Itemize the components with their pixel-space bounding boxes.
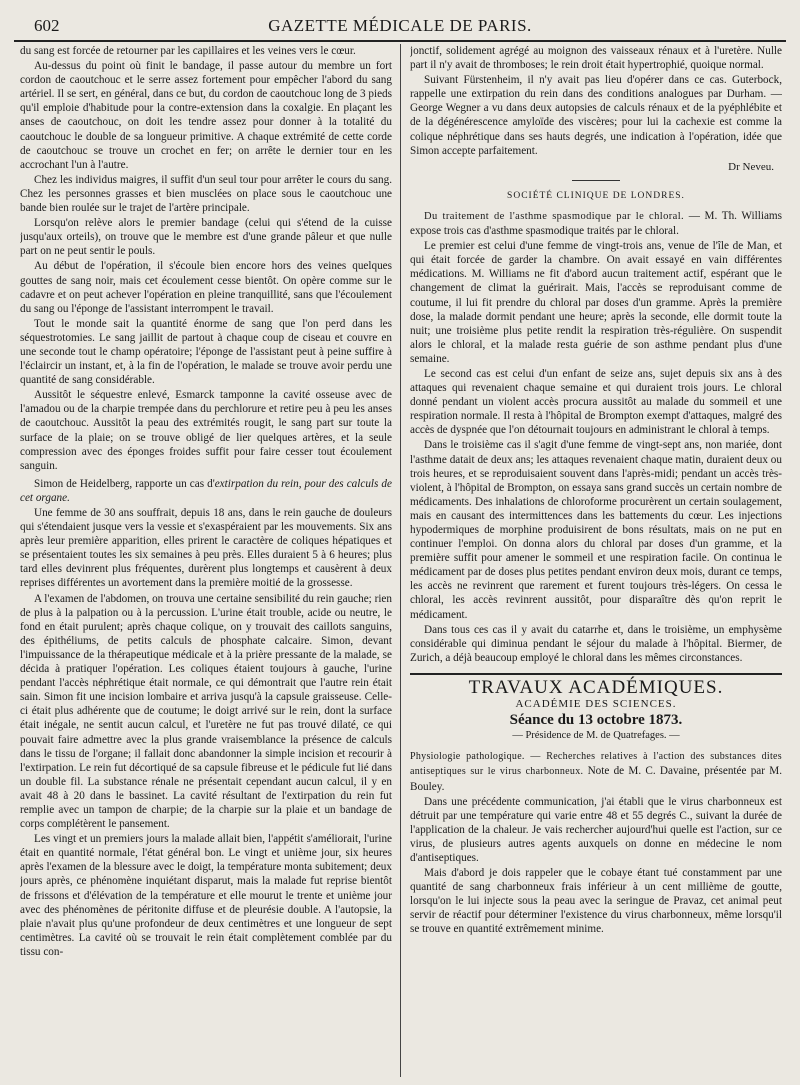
physio-heading: Physiologie pathologique. — Recherches relatives à l'action des substances dites antiseptiques sur le virus charbonneux. [410, 751, 782, 778]
paragraph: Le premier est celui d'une femme de vingt-trois ans, venue de l'île de Man, et qui était forcée de garder la chambre. On avait essayé en vain différentes médications. M. Williams ne fit d'abord aucun traitement actif, espérant que le changement de climat la guérirait. Mais, l'accès se reproduisant comme de coutume, il lui fit prendre du chloral par doses d'un gramme. Après la première dose, la malade dormit pendant une heure; après la seconde, elle dormit toute la nuit; une troisième plus petite rendit la respiration très-régulière. On suspendit alors le chloral, et la malade resta guérie de son asthme pendant plus d'une semaine. [410, 240, 782, 365]
section-separator [572, 180, 620, 181]
paragraph: Dans une précédente communication, j'ai établi que le virus charbonneux est détruit par une température qui varie entre 48 et 55 degrés C., suivant la durée de l'application de la chaleur. Je vais rechercher aujourd'hui quelle est l'action, sur ce virus, de plusieurs autres agents auxquels on donne en médecine le nom d'antiseptiques. [410, 795, 782, 864]
simon-intro-paragraph [20, 477, 392, 505]
simon-intro-italic: extirpation du rein, pour des calculs de cet organe. [20, 477, 392, 504]
paragraph: Aussitôt le séquestre enlevé, Esmarck tamponne la cavité osseuse avec de l'amadou ou de la charpie trempée dans du perchlorure et retire peu à peu les anses de caoutchouc. Aussitôt la peau des extrémités rougit, le sang part sur toute la surface de la plaie; on se trouve obligé de lier quelques artères, et la seule compression avec des éponges froides suffit pour faire cesser tout écoulement sanguin. [20, 389, 392, 472]
physio-note: Note de M. C. Davaine, présentée par M. Bouley. [410, 765, 782, 793]
paragraph: Une femme de 30 ans souffrait, depuis 18 ans, dans le rein gauche de douleurs qui s'étendaient jusque vers la vessie et s'exaspéraient par les mouvements. Six ans après leur première apparition, elles prirent le caractère de coliques hépatiques et se présentaient toutes les six semaines à peu près. Elles duraient 5 à 6 heures; plus tard elles devinrent plus fréquentes, durèrent plus longtemps et causèrent à deux reprises différentes un avortement dans la première moitié de la grossesse. [20, 507, 392, 590]
section-rule [410, 673, 782, 675]
section-heading-travaux: TRAVAUX ACADÉMIQUES. [468, 676, 724, 698]
paragraph: Suivant Fürstenheim, il n'y avait pas lieu d'opérer dans ce cas. Guterbock, rappelle une extirpation du rein dans des conditions analogues par Durham. — George Wegner a vu dans deux autopsies de calculs rénaux et de la pyéphlébite et de la dégénérescence amyloïde des viscères; pour lui la cachexie est comme la colique néphrétique dans ses hauts degrés, une indication à l'opération, idée que Simon accepte parfaitement. [410, 74, 782, 157]
author-signature: Dr Neveu. [728, 160, 774, 173]
physio-intro-paragraph [410, 749, 782, 793]
paragraph: Tout le monde sait la quantité énorme de sang que l'on perd dans les séquestrotomies. Le sang jaillit de partout à chaque coup de ciseau et couvre en une seconde tout le champ opératoire; l'éponge de l'assistant peut à peine suffire à l'éclaircir un instant, et, à la fin de l'opération, le malade se trouve avoir perdu une quantité de sang considérable. [20, 317, 392, 387]
section-title: SOCIÉTÉ CLINIQUE DE LONDRES. [507, 190, 685, 201]
presidence-line: — Présidence de M. de Quatrefages. — [512, 730, 680, 742]
left-column [20, 44, 392, 1077]
chloral-intro: — M. Th. Williams expose trois cas d'asthme spasmodique traités par le chloral. [410, 209, 782, 238]
paragraph: A l'examen de l'abdomen, on trouva une certaine sensibilité du rein gauche; rien de plus à la palpation ou à la percussion. L'urine était trouble, acide ou neutre, le fond en était purulent; après chaque colique, on y trouvait des caillots sanguins, des épithéliums, de petits calculs de phosphate calcaire. Simon, devant l'impuissance de la thérapeutique médicale et à la prière pressante de la malade, se décida à pratiquer l'opération. Les coliques étaient toujours à gauche, l'urine pendant l'accès néphrétique était normale, ce qui démontrait que l'autre rein était sain. Simon fit une incision lombaire et arriva jusqu'à la capsule graisseuse. Celle-ci était plus adhérente que de coutume; le doigt arrivé sur le rein, dont la surface était inégale, ne sentit aucun calcul, et l'uretère ne fut pas trouvé dilaté, ce qui pouvait faire admettre avec la plus grande vraisemblance la présence de calculs dans le tissu de l'organe; il fallait donc abandonner la simple incision et recourir à l'extirpation. Le rein fut décortiqué de sa capsule fibreuse et le pédicule fut lié dans un double fil. La substance rénale ne présentait cependant aucun calcul, il y en avait 48 à 20 dans le bassinet. La cavité résultant de l'extirpation du rein fut remplie avec un tampon de charpie; de la charpie sur la plaie et un bandage de corps complétèrent le pansement. [20, 592, 392, 831]
paragraph: Dans le troisième cas il s'agit d'une femme de vingt-sept ans, non mariée, dont l'asthme datait de deux ans; les attaques revenaient chaque matin, duraient deux ou trois heures, et se reproduisaient souvent dans l'après-midi; pendant un accès très-violent, à l'hôpital de Brompton, on essaya sans grand succès un certain nombre de médicaments. Des inhalations de chloroforme procurèrent un certain soulagement, mais en causant des intermittences dans les battements du cœur. Les injections hypodermiques de morphine produisirent de bons résultats, mais on ne put en continuer l'emploi. On donna alors du chloral par doses d'un gramme, et la première suffit pour amener le sommeil et une respiration facile. On continua le médicament par de doses plus petites pendant environ deux mois, durant ce temps, les accès ne revinrent que rarement et furent toujours très-légers. On cessa le chloral, les accès revinrent aussitôt, pour disparaître dès qu'on reprit le médicament. [410, 439, 782, 621]
paragraph: Dans tous ces cas il y avait du catarrhe et, dans le troisième, un emphysème considérable qui diminua pendant le séjour du malade à l'hôpital. Biermer, de Zurich, a déjà beaucoup employé le chloral dans les mêmes circonstances. [410, 623, 782, 664]
paragraph: Lorsqu'on relève alors le premier bandage (celui qui s'étend de la cuisse jusqu'aux orteils), on trouve que le membre est d'une grande pâleur et que nulle part on ne peut sentir le pouls. [20, 217, 392, 258]
academie-heading: ACADÉMIE DES SCIENCES. [515, 698, 677, 711]
page-header [14, 8, 786, 42]
paragraph: Au-dessus du point où finit le bandage, il passe autour du membre un fort cordon de caoutchouc et le serre assez fortement pour empêcher l'abord du sang artériel. Il se sert, en général, dans ce but, du cordon de caoutchouc long de 3 pieds qu'il emploie d'habitude pour la contre-extension dans la coxalgie. En plaçant les anses de caoutchouc, on doit les tendre assez pour donner à la totalité du caoutchouc le double de sa longueur primitive. A chaque extrémité de cette corde de caoutchouc se trouve un crochet en fer; on arrête le dernier tour en les accrochant l'un à l'autre. [20, 60, 392, 171]
session-date: Séance du 13 octobre 1873. [509, 712, 683, 729]
page-number: 602 [34, 16, 60, 35]
chloral-intro-paragraph [410, 209, 782, 238]
paragraph: Les vingt et un premiers jours la malade allait bien, l'appétit s'améliorait, l'urine était en quantité normale, l'état général bon. Le vingt et unième jour, six heures après l'examen de la blessure avec le doigt, la température monta subitement; deux jours après, ce phénomène inquiétant disparut, mais la malade fut reprise bientôt de frissons et d'élévation de la température et elle mourut le trente et unième jour avec des phénomènes de péritonite diffuse et de pleurésie double. A l'autopsie, la plaie n'avait plus qu'une profondeur de deux centimètres et une longueur de sept centimètres. La cavité où se trouvait le rein était complètement comblée par du tissu con- [20, 833, 392, 958]
paragraph: Au début de l'opération, il s'écoule bien encore hors des veines quelques gouttes de sang noir, mais cet écoulement cesse bientôt. On opère comme sur le cadavre et on peut achever l'opération en pleine tranquillité, sans que l'écoulement du sang ou l'éponge de l'assistant interrompent le travail. [20, 260, 392, 315]
paragraph: jonctif, solidement agrégé au moignon des vaisseaux rénaux et à l'uretère. Nulle part il n'y avait de thromboses; le rein droit était hypertrophié, quoique normal. [410, 45, 782, 72]
paragraph: du sang est forcée de retourner par les capillaires et les veines vers le cœur. [20, 45, 356, 57]
right-column [410, 44, 782, 1077]
chloral-heading: Du traitement de l'asthme spasmodique par le chloral. [424, 210, 685, 222]
paragraph: Le second cas est celui d'un enfant de seize ans, sujet depuis six ans à des attaques qui revenaient chaque semaine et qui duraient trois jours. Le chloral donné pendant un violent accès procura aussitôt au malade du sommeil et une respiration normale. Il resta à l'hôpital de Brompton exempt d'attaques, malgré des accès de dyspnée que l'on détournait toujours en administrant le chloral à temps. [410, 367, 782, 437]
paragraph: Chez les individus maigres, il suffit d'un seul tour pour arrêter le cours du sang. Chez les personnes grasses et bien musclées on place sous le caoutchouc une bande bien roulée sur le trajet de l'artère principale. [20, 173, 392, 215]
simon-intro: Simon de Heidelberg, rapporte un cas d' [34, 477, 215, 490]
journal-title: GAZETTE MÉDICALE DE PARIS. [268, 16, 532, 35]
column-divider [400, 44, 401, 1077]
paragraph: Mais d'abord je dois rappeler que le cobaye étant tué constamment par une quantité de sang charbonneux frais inférieur à un cent millième de goutte, lorsqu'on le lui injecte sous la peau avec la seringue de Pravaz, cet animal peut servir de réactif pour déterminer l'existence du virus charbonneux, même lorsqu'il se trouve en quantité extrêmement minime. [410, 867, 782, 936]
